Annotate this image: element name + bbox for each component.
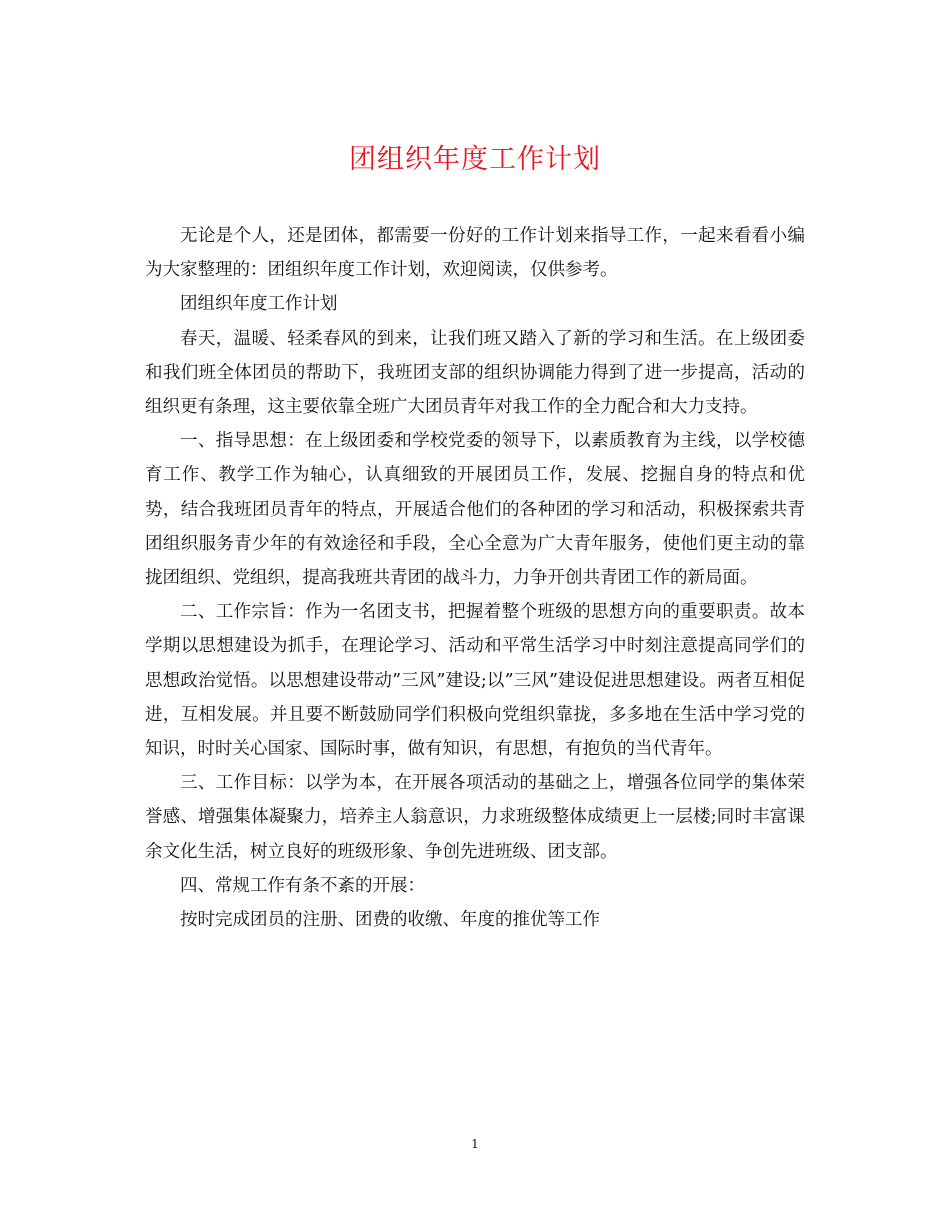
document-title: 团组织年度工作计划 — [349, 144, 601, 175]
paragraph-subtitle: 团组织年度工作计划 — [180, 294, 338, 315]
paragraph-spring: 春天，温暖、轻柔春风的到来，让我们班又踏入了新的学习和生活。在上级团委和我们班全体团员的帮助下，我班团支部的组织协调能力得到了进一步提高，活动的组织更有条理，这主要依靠全班广大团员青年对我工作的全力配合和大力支持。 — [145, 328, 805, 418]
paragraph-work-goal: 三、工作目标：以学为本，在开展各项活动的基础之上，增强各位同学的集体荣誉感、增强集体凝聚力，培养主人翁意识，力求班级整体成绩更上一层楼;同时丰富课余文化生活，树立良好的班级形象、争创先进班级、团支部。 — [145, 773, 805, 862]
paragraph-guiding-thought: 一、指导思想：在上级团委和学校党委的领导下，以素质教育为主线，以学校德育工作、教学工作为轴心，认真细致的开展团员工作，发展、挖掘自身的特点和优势，结合我班团员青年的特点，开展适合他们的各种团的学习和活动，积极探索共青团组织服务青少年的有效途径和手段，全心全意为广大青年服务，使他们更主动的靠拢团组织、党组织，提高我班共青团的战斗力，力争开创共青团工作的新局面。 — [145, 431, 805, 589]
paragraph-routine-work: 四、常规工作有条不紊的开展： — [180, 875, 425, 896]
paragraph-intro: 无论是个人，还是团体，都需要一份好的工作计划来指导工作，一起来看看小编为大家整理的：团组织年度工作计划，欢迎阅读，仅供参考。 — [145, 226, 805, 281]
document-body — [145, 219, 805, 937]
page-number: 1 — [471, 1137, 479, 1151]
paragraph-registration: 按时完成团员的注册、团费的收缴、年度的推优等工作 — [180, 910, 600, 931]
paragraph-work-purpose: 二、工作宗旨：作为一名团支书，把握着整个班级的思想方向的重要职责。故本学期以思想建设为抓手，在理论学习、活动和平常生活学习中时刻注意提高同学们的思想政治觉悟。以思想建设带动”三风”建设;以”三风”建设促进思想建设。两者互相促进，互相发展。并且要不断鼓励同学们积极向党组织靠拢，多多地在生活中学习党的知识，时时关心国家、国际时事，做有知识，有思想，有抱负的当代青年。 — [145, 602, 805, 760]
